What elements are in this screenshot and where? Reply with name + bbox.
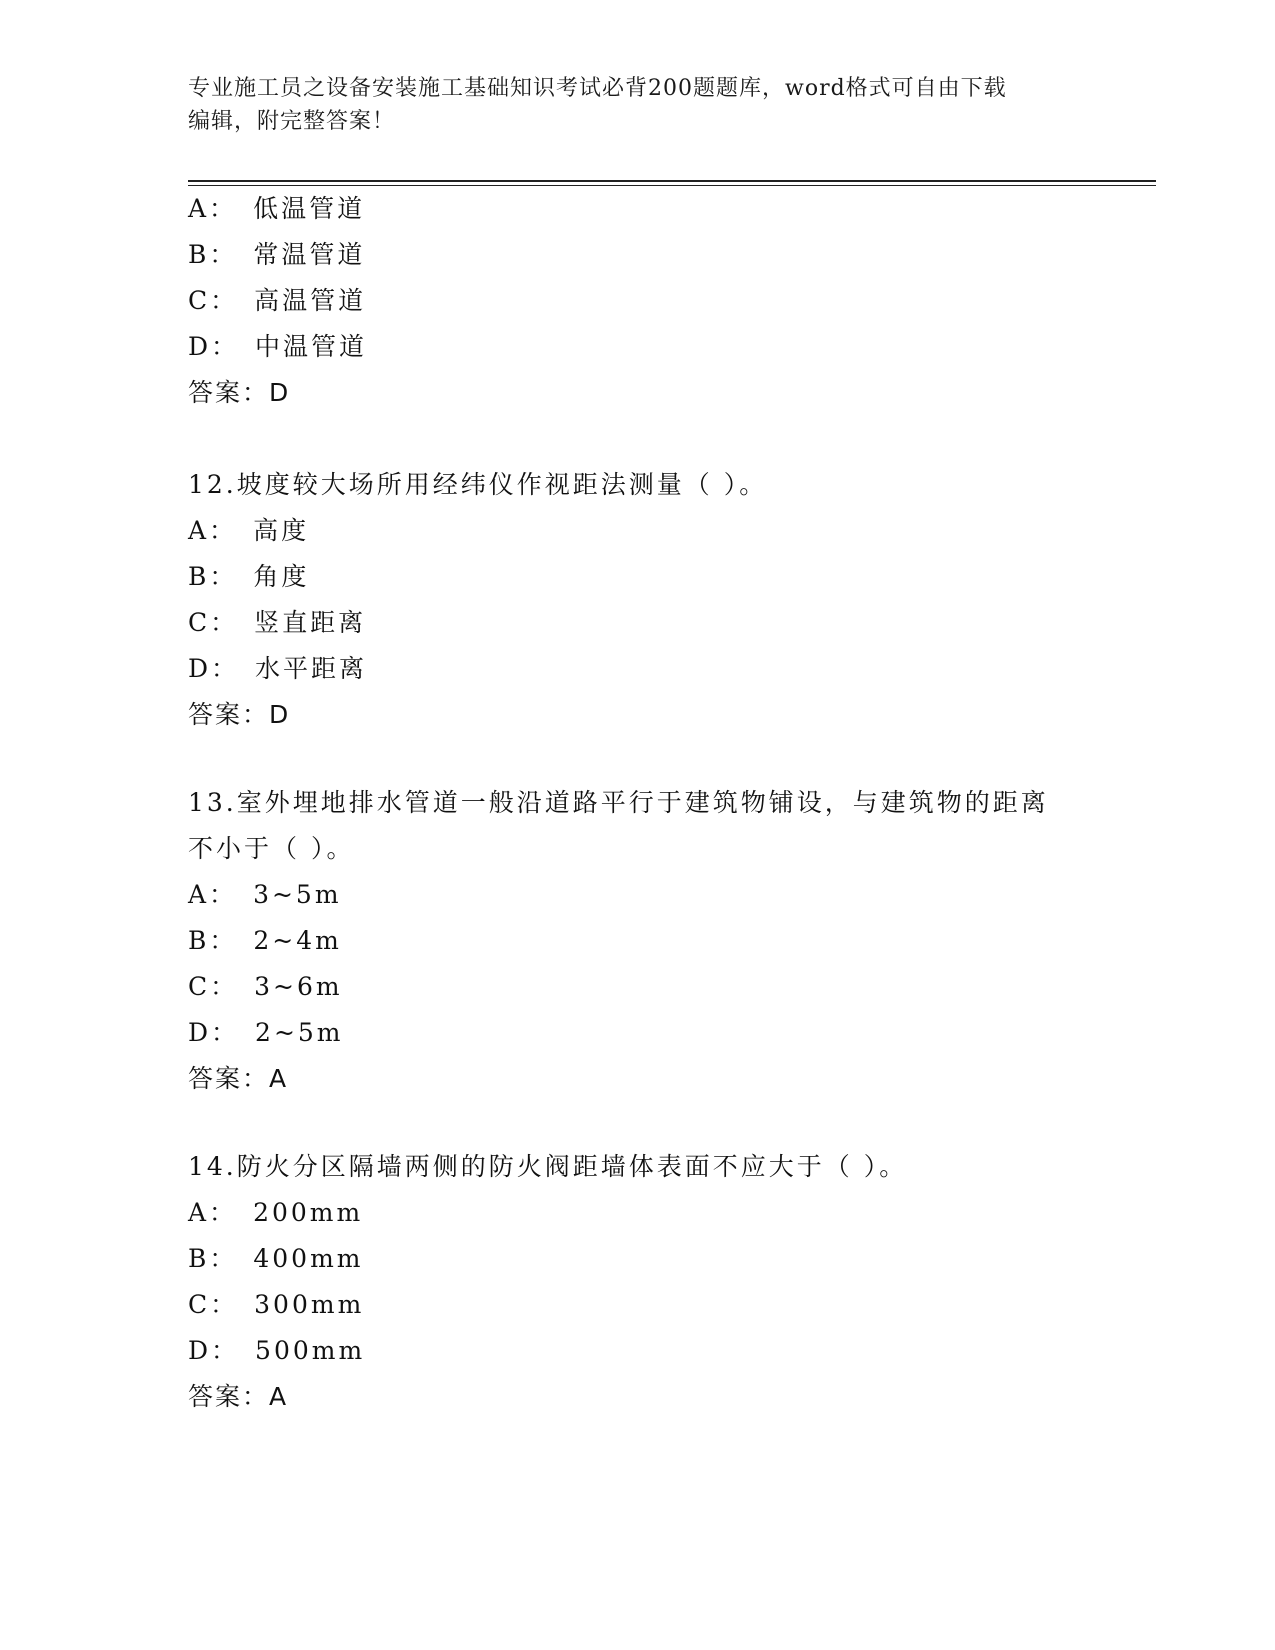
option-label: C： bbox=[188, 286, 239, 315]
answer-line: 答案：A bbox=[188, 1382, 289, 1411]
option-label: B： bbox=[188, 240, 238, 269]
option-text: 300mm bbox=[254, 1290, 365, 1319]
option-text: 中温管道 bbox=[255, 332, 368, 361]
question-14 bbox=[188, 1144, 1088, 1420]
option-text: 200mm bbox=[253, 1198, 364, 1227]
header-line-1: 专业施工员之设备安装施工基础知识考试必背200题题库，word格式可自由下载 bbox=[188, 76, 1007, 101]
option-d bbox=[188, 1328, 1088, 1374]
option-text: 高度 bbox=[253, 516, 310, 545]
option-label: C： bbox=[188, 972, 239, 1001]
question-11 bbox=[188, 186, 1088, 416]
header-line-2: 编辑，附完整答案！ bbox=[188, 109, 396, 134]
document-header bbox=[188, 72, 1088, 138]
option-c bbox=[188, 278, 1088, 324]
answer-line: 答案：D bbox=[188, 700, 291, 729]
option-b bbox=[188, 1236, 1088, 1282]
option-label: B： bbox=[188, 562, 238, 591]
option-b bbox=[188, 918, 1088, 964]
option-label: D： bbox=[188, 332, 240, 361]
option-text: 500mm bbox=[255, 1336, 366, 1365]
option-label: A： bbox=[188, 1198, 238, 1227]
option-text: 3~6m bbox=[254, 972, 343, 1001]
option-text: 3~5m bbox=[253, 880, 342, 909]
option-text: 常温管道 bbox=[253, 240, 366, 269]
option-label: C： bbox=[188, 608, 239, 637]
answer-line: 答案：A bbox=[188, 1064, 289, 1093]
option-a bbox=[188, 186, 1088, 232]
question-13 bbox=[188, 780, 1088, 1102]
option-label: D： bbox=[188, 1336, 240, 1365]
question-12 bbox=[188, 462, 1088, 738]
option-c bbox=[188, 600, 1088, 646]
option-b bbox=[188, 554, 1088, 600]
option-d bbox=[188, 1010, 1088, 1056]
option-label: B： bbox=[188, 926, 238, 955]
option-text: 竖直距离 bbox=[254, 608, 367, 637]
answer-line: 答案：D bbox=[188, 378, 291, 407]
option-a bbox=[188, 872, 1088, 918]
option-text: 2~5m bbox=[255, 1018, 344, 1047]
option-text: 400mm bbox=[253, 1244, 364, 1273]
option-text: 低温管道 bbox=[253, 194, 366, 223]
option-b bbox=[188, 232, 1088, 278]
option-text: 高温管道 bbox=[254, 286, 367, 315]
question-stem: 12.坡度较大场所用经纬仪作视距法测量（ ）。 bbox=[188, 470, 768, 499]
option-label: A： bbox=[188, 194, 238, 223]
option-c bbox=[188, 964, 1088, 1010]
option-label: C： bbox=[188, 1290, 239, 1319]
option-text: 2~4m bbox=[253, 926, 342, 955]
option-label: B： bbox=[188, 1244, 238, 1273]
option-label: D： bbox=[188, 654, 240, 683]
option-text: 角度 bbox=[253, 562, 310, 591]
option-c bbox=[188, 1282, 1088, 1328]
question-stem-line-2: 不小于（ ）。 bbox=[188, 834, 355, 863]
option-label: A： bbox=[188, 880, 238, 909]
question-stem: 14.防火分区隔墙两侧的防火阀距墙体表面不应大于（ ）。 bbox=[188, 1152, 908, 1181]
option-label: A： bbox=[188, 516, 238, 545]
option-text: 水平距离 bbox=[255, 654, 368, 683]
option-d bbox=[188, 646, 1088, 692]
option-a bbox=[188, 508, 1088, 554]
option-a bbox=[188, 1190, 1088, 1236]
option-d bbox=[188, 324, 1088, 370]
option-label: D： bbox=[188, 1018, 240, 1047]
header-divider-thick bbox=[188, 180, 1156, 182]
question-stem-line-1: 13.室外埋地排水管道一般沿道路平行于建筑物铺设，与建筑物的距离 bbox=[188, 788, 1049, 817]
